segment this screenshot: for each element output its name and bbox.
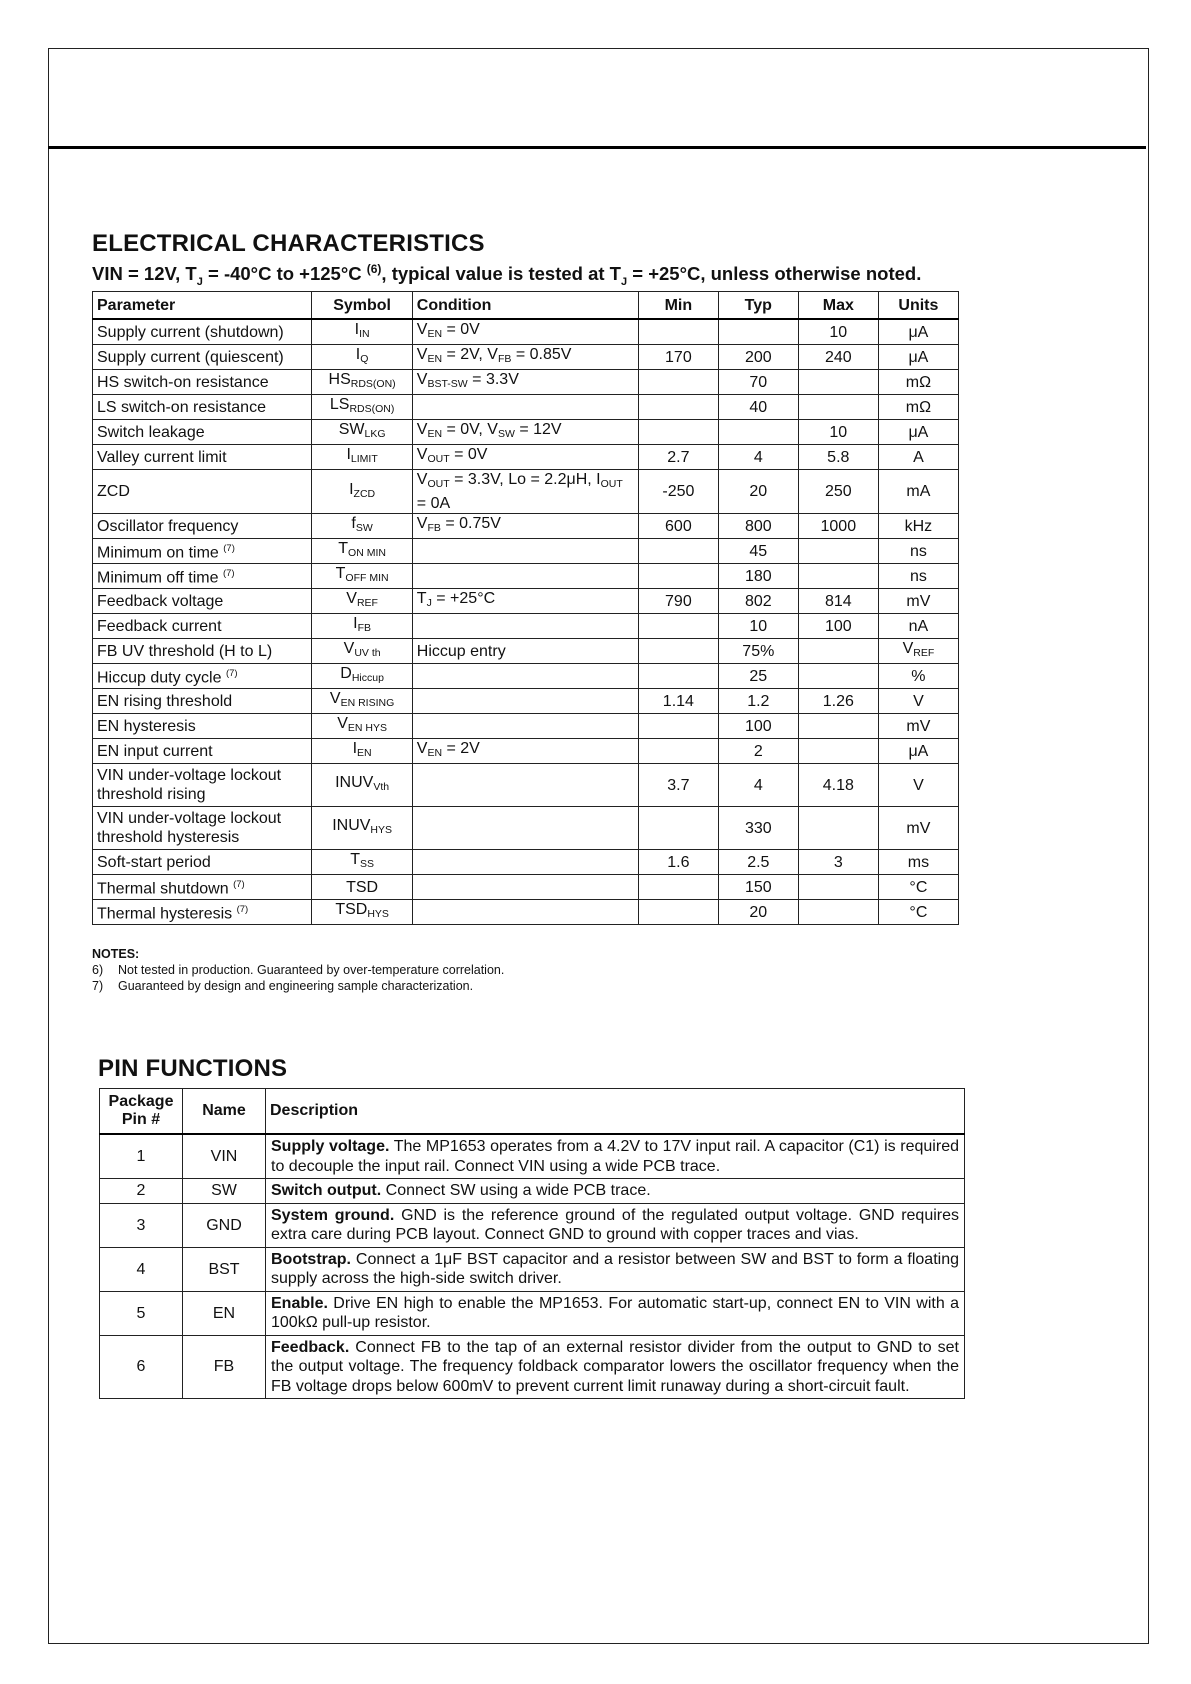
cell-symbol: $TSD_{HYS}$: [312, 900, 412, 925]
cell-typ: 200: [718, 345, 798, 370]
electrical-conditions-subtitle: VIN = 12V, $T_J = -40^\circ C$ to +125°C $^{(6)}$, typical value is tested at $T_J = +25^\circ C$, unless otherwise noted.: [92, 262, 922, 288]
table-row: [93, 514, 959, 539]
table-row: [93, 395, 959, 420]
header-rule: [48, 146, 1146, 149]
cell-pin: 2: [100, 1179, 183, 1204]
table-row: [100, 1134, 965, 1179]
cell-units: ns: [878, 564, 958, 589]
cell-min: [638, 319, 718, 345]
cell-units: ns: [878, 539, 958, 564]
cell-pin: 6: [100, 1335, 183, 1399]
cell-min: [638, 739, 718, 764]
table-row: [93, 589, 959, 614]
cell-units: °C: [878, 900, 958, 925]
cell-max: 1.26: [798, 689, 878, 714]
cell-typ: 75%: [718, 639, 798, 664]
cell-max: [798, 564, 878, 589]
cell-symbol: $I_{ZCD}$: [312, 470, 412, 514]
cell-symbol: $I_Q$: [312, 345, 412, 370]
cell-symbol: $INUV_{HYS}$: [312, 807, 412, 850]
cell-symbol: $I_{IN}$: [312, 319, 412, 345]
cell-units: ms: [878, 850, 958, 875]
cell-condition: $V_{OUT} = 0V$: [412, 445, 638, 470]
cell-min: [638, 900, 718, 925]
cell-min: [638, 539, 718, 564]
cell-name: GND: [183, 1203, 266, 1247]
cell-symbol: $D_{Hiccup}$: [312, 664, 412, 689]
cell-description: Supply voltage. The MP1653 operates from a 4.2V to 17V input rail. A capacitor (C1) is required to decouple the input rail. Connect VIN using a wide PCB trace.: [266, 1134, 965, 1179]
cell-parameter: EN hysteresis: [93, 714, 312, 739]
cell-condition: $V_{OUT} = 3.3V$, Lo = 2.2μH, $I_{OUT} = 0A$: [412, 470, 638, 514]
cell-typ: 20: [718, 900, 798, 925]
cell-symbol: $I_{LIMIT}$: [312, 445, 412, 470]
table-row: [93, 664, 959, 689]
table-row: [93, 807, 959, 850]
cell-max: 250: [798, 470, 878, 514]
table-row: [93, 470, 959, 514]
cell-min: [638, 875, 718, 900]
cell-min: 170: [638, 345, 718, 370]
cell-description: Switch output. Connect SW using a wide PCB trace.: [266, 1179, 965, 1204]
cell-parameter: Thermal shutdown $^{(7)}$: [93, 875, 312, 900]
cell-max: [798, 539, 878, 564]
cell-units: $V_{REF}$: [878, 639, 958, 664]
cell-symbol: $V_{REF}$: [312, 589, 412, 614]
cell-description: Feedback. Connect FB to the tap of an external resistor divider from the output to GND to set the output voltage. The frequency foldback comparator lowers the oscillator frequency when the FB voltage drops below 600mV to prevent current limit runaway during a short-circuit fault.: [266, 1335, 965, 1399]
note-item: 7) Guaranteed by design and engineering sample characterization.: [92, 979, 474, 993]
notes-block: [92, 946, 504, 994]
table-row: [93, 370, 959, 395]
cell-parameter: Feedback voltage: [93, 589, 312, 614]
cell-condition: Hiccup entry: [412, 639, 638, 664]
table-row: [100, 1203, 965, 1247]
cell-max: [798, 370, 878, 395]
cell-symbol: TSD: [312, 875, 412, 900]
cell-name: VIN: [183, 1134, 266, 1179]
cell-units: kHz: [878, 514, 958, 539]
cell-max: [798, 875, 878, 900]
cell-parameter: Supply current (shutdown): [93, 319, 312, 345]
cell-condition: $V_{EN} = 2V$, $V_{FB} = 0.85V$: [412, 345, 638, 370]
cell-min: [638, 639, 718, 664]
cell-units: nA: [878, 614, 958, 639]
header-typ: Typ: [718, 292, 798, 320]
cell-max: 100: [798, 614, 878, 639]
electrical-characteristics-title: ELECTRICAL CHARACTERISTICS: [92, 230, 485, 257]
cell-condition: [412, 689, 638, 714]
cell-typ: 1.2: [718, 689, 798, 714]
cell-symbol: $LS_{RDS(ON)}$: [312, 395, 412, 420]
table-row: [93, 850, 959, 875]
cell-parameter: VIN under-voltage lockout threshold rising: [93, 764, 312, 807]
cell-parameter: LS switch-on resistance: [93, 395, 312, 420]
cell-min: [638, 420, 718, 445]
cell-min: 1.6: [638, 850, 718, 875]
cell-units: μA: [878, 345, 958, 370]
cell-pin: 4: [100, 1247, 183, 1291]
cell-condition: [412, 807, 638, 850]
cell-condition: $V_{FB} = 0.75V$: [412, 514, 638, 539]
cell-units: mV: [878, 807, 958, 850]
cell-description: Enable. Drive EN high to enable the MP1653. For automatic start-up, connect EN to VIN with a 100kΩ pull-up resistor.: [266, 1291, 965, 1335]
cell-parameter: Supply current (quiescent): [93, 345, 312, 370]
table-row: [93, 875, 959, 900]
cell-symbol: $T_{OFF MIN}$: [312, 564, 412, 589]
cell-max: [798, 639, 878, 664]
cell-parameter: Oscillator frequency: [93, 514, 312, 539]
cell-condition: [412, 614, 638, 639]
cell-symbol: $I_{FB}$: [312, 614, 412, 639]
table-row: [93, 614, 959, 639]
pin-functions-table: [99, 1088, 965, 1399]
cell-description: System ground. GND is the reference ground of the regulated output voltage. GND requires extra care during PCB layout. Connect GND to ground with copper traces and vias.: [266, 1203, 965, 1247]
cell-symbol: $INUV_{Vth}$: [312, 764, 412, 807]
cell-min: [638, 395, 718, 420]
table-row: [93, 639, 959, 664]
cell-name: EN: [183, 1291, 266, 1335]
table-row: [93, 445, 959, 470]
header-description: Description: [266, 1089, 965, 1135]
cell-typ: 40: [718, 395, 798, 420]
cell-min: [638, 614, 718, 639]
cell-max: [798, 900, 878, 925]
table-row: [100, 1247, 965, 1291]
table-row: [93, 714, 959, 739]
cell-typ: 4: [718, 445, 798, 470]
cell-typ: 2.5: [718, 850, 798, 875]
cell-parameter: Switch leakage: [93, 420, 312, 445]
cell-condition: $V_{EN} = 0V$, $V_{SW} = 12V$: [412, 420, 638, 445]
cell-condition: $T_J = +25^\circ C$: [412, 589, 638, 614]
electrical-characteristics-table: [92, 291, 959, 925]
cell-parameter: Minimum off time $^{(7)}$: [93, 564, 312, 589]
notes-title: NOTES:: [92, 947, 140, 961]
cell-symbol: $T_{ON MIN}$: [312, 539, 412, 564]
table-row: [93, 739, 959, 764]
cell-typ: 10: [718, 614, 798, 639]
cell-condition: [412, 539, 638, 564]
note-item: 6) Not tested in production. Guaranteed by over-temperature correlation.: [92, 963, 505, 977]
table-row: [93, 420, 959, 445]
cell-min: 790: [638, 589, 718, 614]
table-header-row: [100, 1089, 965, 1135]
cell-units: mΩ: [878, 395, 958, 420]
table-row: [93, 564, 959, 589]
cell-parameter: FB UV threshold (H to L): [93, 639, 312, 664]
cell-max: 5.8: [798, 445, 878, 470]
pin-functions-title: PIN FUNCTIONS: [98, 1055, 288, 1082]
cell-symbol: $T_{SS}$: [312, 850, 412, 875]
table-header-row: [93, 292, 959, 320]
cell-typ: [718, 420, 798, 445]
cell-parameter: VIN under-voltage lockout threshold hysteresis: [93, 807, 312, 850]
cell-parameter: Valley current limit: [93, 445, 312, 470]
header-name: Name: [183, 1089, 266, 1135]
cell-units: mA: [878, 470, 958, 514]
cell-parameter: Minimum on time $^{(7)}$: [93, 539, 312, 564]
cell-units: %: [878, 664, 958, 689]
cell-parameter: Hiccup duty cycle $^{(7)}$: [93, 664, 312, 689]
cell-max: [798, 395, 878, 420]
cell-typ: 150: [718, 875, 798, 900]
cell-units: V: [878, 764, 958, 807]
table-row: [93, 345, 959, 370]
cell-min: [638, 370, 718, 395]
cell-pin: 1: [100, 1134, 183, 1179]
cell-max: [798, 714, 878, 739]
cell-condition: [412, 564, 638, 589]
cell-typ: 800: [718, 514, 798, 539]
cell-max: [798, 664, 878, 689]
cell-typ: 100: [718, 714, 798, 739]
cell-max: 10: [798, 319, 878, 345]
header-package-pin: Package Pin #: [100, 1089, 183, 1135]
table-row: [93, 539, 959, 564]
cell-max: [798, 739, 878, 764]
cell-name: BST: [183, 1247, 266, 1291]
cell-max: [798, 807, 878, 850]
cell-typ: 802: [718, 589, 798, 614]
cell-pin: 5: [100, 1291, 183, 1335]
table-row: [93, 319, 959, 345]
cell-max: 814: [798, 589, 878, 614]
table-row: [100, 1335, 965, 1399]
cell-units: °C: [878, 875, 958, 900]
cell-condition: [412, 875, 638, 900]
cell-min: 1.14: [638, 689, 718, 714]
cell-typ: [718, 319, 798, 345]
cell-condition: [412, 900, 638, 925]
cell-typ: 4: [718, 764, 798, 807]
cell-min: 2.7: [638, 445, 718, 470]
cell-max: 240: [798, 345, 878, 370]
cell-symbol: $I_{EN}$: [312, 739, 412, 764]
table-row: [93, 689, 959, 714]
cell-typ: 25: [718, 664, 798, 689]
cell-units: μA: [878, 739, 958, 764]
header-units: Units: [878, 292, 958, 320]
cell-units: V: [878, 689, 958, 714]
table-row: [93, 900, 959, 925]
cell-name: FB: [183, 1335, 266, 1399]
cell-condition: $V_{BST-SW} = 3.3V$: [412, 370, 638, 395]
cell-symbol: $f_{SW}$: [312, 514, 412, 539]
cell-min: [638, 564, 718, 589]
cell-units: mV: [878, 589, 958, 614]
header-max: Max: [798, 292, 878, 320]
cell-symbol: $SW_{LKG}$: [312, 420, 412, 445]
cell-units: μA: [878, 420, 958, 445]
cell-min: 3.7: [638, 764, 718, 807]
cell-min: [638, 664, 718, 689]
cell-min: [638, 807, 718, 850]
cell-typ: 70: [718, 370, 798, 395]
cell-typ: 2: [718, 739, 798, 764]
cell-symbol: $V_{UV th}$: [312, 639, 412, 664]
cell-condition: [412, 664, 638, 689]
header-min: Min: [638, 292, 718, 320]
cell-typ: 45: [718, 539, 798, 564]
table-row: [100, 1291, 965, 1335]
cell-typ: 20: [718, 470, 798, 514]
cell-symbol: $V_{EN HYS}$: [312, 714, 412, 739]
cell-name: SW: [183, 1179, 266, 1204]
cell-max: 10: [798, 420, 878, 445]
header-parameter: Parameter: [93, 292, 312, 320]
cell-max: 3: [798, 850, 878, 875]
table-row: [93, 764, 959, 807]
cell-parameter: EN input current: [93, 739, 312, 764]
cell-typ: 180: [718, 564, 798, 589]
cell-max: 4.18: [798, 764, 878, 807]
cell-pin: 3: [100, 1203, 183, 1247]
cell-parameter: Feedback current: [93, 614, 312, 639]
cell-condition: $V_{EN} = 0V$: [412, 319, 638, 345]
table-row: [100, 1179, 965, 1204]
cell-units: mΩ: [878, 370, 958, 395]
cell-condition: $V_{EN} = 2V$: [412, 739, 638, 764]
cell-min: [638, 714, 718, 739]
cell-min: 600: [638, 514, 718, 539]
cell-parameter: Soft-start period: [93, 850, 312, 875]
cell-condition: [412, 714, 638, 739]
header-symbol: Symbol: [312, 292, 412, 320]
cell-parameter: HS switch-on resistance: [93, 370, 312, 395]
cell-parameter: ZCD: [93, 470, 312, 514]
cell-symbol: $V_{EN RISING}$: [312, 689, 412, 714]
cell-condition: [412, 850, 638, 875]
cell-typ: 330: [718, 807, 798, 850]
cell-max: 1000: [798, 514, 878, 539]
cell-units: A: [878, 445, 958, 470]
cell-units: μA: [878, 319, 958, 345]
cell-units: mV: [878, 714, 958, 739]
cell-parameter: EN rising threshold: [93, 689, 312, 714]
header-condition: Condition: [412, 292, 638, 320]
cell-condition: [412, 764, 638, 807]
cell-symbol: $HS_{RDS(ON)}$: [312, 370, 412, 395]
cell-description: Bootstrap. Connect a 1μF BST capacitor and a resistor between SW and BST to form a floating supply across the high-side switch driver.: [266, 1247, 965, 1291]
cell-min: -250: [638, 470, 718, 514]
cell-condition: [412, 395, 638, 420]
cell-parameter: Thermal hysteresis $^{(7)}$: [93, 900, 312, 925]
